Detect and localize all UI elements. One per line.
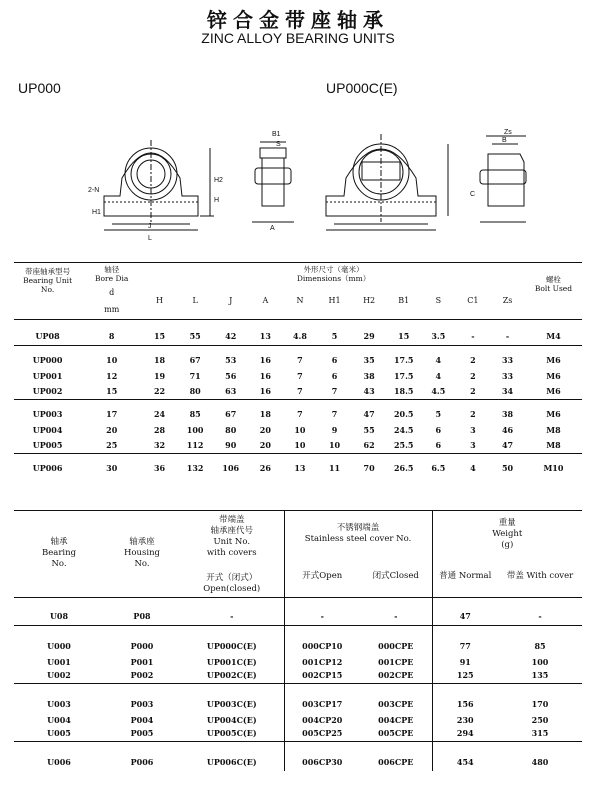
hdr-unit-no: No. (40, 285, 55, 294)
table-row (14, 438, 582, 453)
table-cell: 29 (363, 330, 375, 341)
table-cell: 100 (186, 425, 204, 435)
label-b1: B1 (272, 131, 281, 138)
table-cell: 000CPE (360, 625, 432, 655)
table-cell: U000 (47, 641, 71, 651)
table-cell: 4 (435, 371, 442, 381)
table-cell: P005 (130, 728, 154, 739)
hdr-bearing-cn: 轴承 (50, 537, 68, 548)
table-cell: 005CPE (360, 727, 432, 741)
table-cell: P000 (130, 641, 154, 651)
table-cell: UP004 (32, 425, 63, 435)
table-cell: 24.5 (393, 425, 414, 435)
table-row (14, 625, 582, 655)
table-cell: UP006 (32, 463, 63, 473)
table-cell: M6 (546, 371, 561, 381)
table-cell: UP003C(E) (180, 683, 284, 713)
hdr-col-c1: C1 (467, 296, 479, 306)
table-cell: 6 (331, 355, 338, 365)
table-cell: 20.5 (393, 409, 414, 419)
table-cell: 11 (328, 463, 341, 473)
hdr-unit-cn: 带座轴承型号 (25, 267, 71, 276)
hdr-cover-en3: Open(closed) (203, 584, 261, 594)
table-cell: U001 (47, 656, 71, 667)
table-cell: 004CPE (360, 713, 432, 727)
hdr-col-n: N (296, 296, 304, 306)
table-cell: 454 (456, 757, 474, 767)
table-cell: - (538, 610, 542, 621)
table-cell: 34 (501, 385, 514, 396)
table-cell: 47 (501, 439, 514, 450)
table-cell: 18.5 (393, 385, 414, 396)
table-cell: UP003 (32, 409, 63, 419)
table-cell: 2 (470, 355, 476, 365)
table-cell: 55 (363, 425, 375, 435)
hdr-cover-en1: Unit No. (213, 537, 251, 547)
table-cell: 24 (153, 409, 166, 419)
table-row (14, 727, 582, 741)
table-cell: P08 (133, 610, 151, 621)
table-row (14, 597, 582, 625)
hdr-cover-en2: with covers (206, 548, 257, 558)
table-row (14, 453, 582, 477)
table-cell: 85 (189, 409, 201, 419)
table-cell: M8 (546, 425, 561, 435)
label-c: C (470, 191, 476, 198)
table-cell: 002CP15 (302, 670, 343, 681)
table-row (14, 741, 582, 771)
table-cell: 20 (259, 425, 271, 435)
table-cell: P004 (130, 714, 154, 725)
table-row (14, 319, 582, 345)
hdr-col-j: J (229, 296, 233, 306)
table-cell: 250 (531, 714, 549, 725)
table-cell: 18 (153, 355, 166, 365)
table-cell: 2 (470, 385, 476, 396)
table-cell: 15 (153, 330, 166, 341)
table-cell: M6 (546, 355, 561, 365)
hdr-bore-en: Bore Dia (95, 274, 129, 283)
hdr-col-a: A (262, 296, 269, 306)
table-row (14, 713, 582, 727)
table-cell: 16 (259, 371, 271, 381)
hdr-dims-en: Dimensions（mm） (296, 274, 371, 283)
table-row (14, 655, 582, 669)
hdr-bolt-en: Bolt Used (534, 284, 573, 293)
table-cell: U003 (47, 699, 71, 709)
table-cell: P001 (130, 656, 154, 667)
table-cell: 003CP17 (302, 699, 343, 709)
model-label-right: UP000C(E) (326, 80, 398, 96)
table-cell: 001CPE (360, 655, 432, 669)
table-cell: 4 (435, 355, 442, 365)
table-cell: 53 (225, 355, 237, 365)
table-cell: UP005 (32, 439, 63, 450)
table-cell: 43 (363, 385, 375, 396)
table-cell: 10 (294, 425, 306, 435)
hdr-cover-cn2: 轴承座代号 (210, 526, 253, 536)
table-cell: 001CP12 (302, 656, 343, 667)
hdr-col-h1: H1 (328, 296, 341, 306)
label-l: L (148, 235, 152, 242)
hdr-open: 开式Open (302, 571, 343, 582)
table-cell: 10 (328, 439, 341, 450)
table-cell: M4 (546, 330, 561, 341)
hdr-col-s: S (435, 296, 442, 306)
table-cell: UP002 (32, 385, 63, 396)
table-cell: 7 (297, 355, 303, 365)
table-cell: 10 (106, 355, 118, 365)
table-row (14, 384, 582, 399)
table-cell: 20 (259, 439, 271, 450)
table-cell: 26.5 (393, 463, 414, 473)
table-cell: 2 (470, 409, 476, 419)
hdr-col-zs: Zs (502, 296, 513, 306)
table-cell: 32 (153, 439, 166, 450)
table-cell: 000CP10 (302, 641, 343, 651)
table-cell: 294 (456, 728, 474, 739)
table-cell: 13 (294, 463, 306, 473)
table-cell: - (471, 330, 475, 341)
table-cell: 47 (459, 610, 471, 621)
table-cell: 80 (189, 385, 201, 396)
table-cell: 106 (222, 463, 240, 473)
table-cell: 7 (331, 385, 338, 396)
table-cell: UP001 (32, 371, 63, 381)
label-h: H (214, 197, 220, 204)
hdr-weight-unit: (g) (501, 539, 514, 550)
table-cell: UP005C(E) (180, 727, 284, 741)
table-cell: 17.5 (393, 371, 414, 381)
label-b: B (502, 137, 507, 144)
hdr-housing-no: No. (134, 559, 150, 570)
table-cell: 26 (259, 463, 271, 473)
table-cell: M6 (546, 385, 561, 396)
table-cell: 42 (225, 330, 237, 341)
dimensions-table (14, 262, 582, 477)
table-cell: 112 (186, 439, 204, 450)
table-cell: 6 (331, 371, 338, 381)
table-cell: 22 (153, 385, 166, 396)
hdr-normal: 普通 Normal (439, 571, 492, 582)
table-cell: 17 (106, 409, 118, 419)
label-h1: H1 (92, 209, 101, 216)
table-cell: 7 (297, 409, 303, 419)
table-cell: UP001C(E) (180, 655, 284, 669)
table-cell: 56 (225, 371, 237, 381)
table-cell: 12 (106, 371, 118, 381)
table-cell: 15 (398, 330, 410, 341)
table-cell: 63 (225, 385, 237, 396)
table-cell: 62 (363, 439, 375, 450)
hdr-bore-cn: 轴径 (104, 265, 120, 274)
table-cell: UP000 (32, 355, 63, 365)
table-cell: 18 (259, 409, 271, 419)
table-cell: 77 (459, 641, 471, 651)
hdr-bearing-en: Bearing (41, 548, 77, 559)
covers-weight-table (14, 510, 582, 771)
table-cell: 71 (189, 371, 201, 381)
table-row (14, 423, 582, 438)
table-cell: M6 (546, 409, 561, 419)
table-cell: 006CPE (360, 741, 432, 771)
table-cell: 16 (259, 385, 271, 396)
diagram-up000-front (104, 140, 214, 230)
diagram-up000ce-front (326, 134, 448, 230)
table-cell: 91 (459, 656, 471, 667)
table-cell: 4 (470, 463, 476, 473)
table-cell: 7 (331, 409, 338, 419)
hdr-col-l: L (192, 296, 198, 306)
table-cell: U004 (47, 714, 71, 725)
table-cell: 67 (189, 355, 201, 365)
table-cell: 30 (106, 463, 118, 473)
table-cell: M8 (546, 439, 561, 450)
label-zs: Zs (504, 129, 512, 136)
hdr-closed: 闭式Closed (360, 557, 432, 597)
hdr-dims-cn: 外形尺寸（毫米） (303, 265, 364, 274)
table-cell: 46 (501, 425, 514, 435)
hdr-cover-cn1: 带端盖 (218, 515, 245, 525)
table-cell: 36 (153, 463, 166, 473)
label-j: J (148, 223, 152, 230)
table-cell: 005CP25 (302, 728, 343, 739)
hdr-bolt-cn: 螺栓 (545, 275, 561, 284)
table-cell: 7 (297, 385, 303, 396)
table-cell: M10 (543, 463, 564, 473)
table-cell: - (320, 610, 324, 621)
table-row (14, 345, 582, 369)
hdr-col-h: H (156, 296, 164, 306)
table-row (14, 369, 582, 384)
table-cell: 15 (106, 385, 118, 396)
table-cell: 70 (363, 463, 375, 473)
hdr-bearing-no: No. (51, 559, 67, 570)
table-row (14, 683, 582, 713)
table-cell: 156 (456, 699, 474, 709)
table-cell: 3 (470, 439, 476, 450)
table-cell: 47 (363, 409, 375, 419)
table-cell: 38 (363, 371, 375, 381)
table-cell: 3.5 (431, 330, 446, 341)
table-cell: - (360, 597, 432, 625)
table-cell: 125 (456, 670, 474, 681)
table-cell: 80 (225, 425, 237, 435)
page-title-cn: 锌合金带座轴承 (207, 8, 389, 32)
table-cell: 8 (108, 330, 115, 341)
table-cell: 10 (294, 439, 306, 450)
table-cell: 480 (531, 757, 549, 767)
table-cell: 230 (456, 714, 474, 725)
table-cell: UP000C(E) (180, 625, 284, 655)
table-cell: 2 (470, 371, 476, 381)
table-cell: 4.5 (431, 385, 446, 396)
table-cell: P003 (130, 699, 154, 709)
table-cell: 7 (297, 371, 303, 381)
table-cell: 135 (531, 670, 549, 681)
table-cell: - (180, 597, 284, 625)
hdr-with-cover: 带盖 With cover (506, 571, 574, 582)
table-cell: 85 (534, 641, 546, 651)
hdr-steel-cn: 不锈钢端盖 (336, 523, 380, 533)
table-cell: 6.5 (431, 463, 446, 473)
table-cell: 38 (501, 409, 514, 419)
label-s: S (276, 141, 281, 148)
table-cell: U002 (47, 670, 71, 681)
page-title-en: ZINC ALLOY BEARING UNITS (201, 30, 395, 46)
table-cell: 19 (153, 371, 166, 381)
diagram-up000ce-side (480, 136, 526, 222)
table-cell: 315 (531, 728, 549, 739)
table-row (14, 399, 582, 423)
table-cell: 55 (189, 330, 201, 341)
label-2n: 2-N (88, 187, 100, 194)
table-cell: U08 (49, 610, 69, 621)
table-cell: 25 (106, 439, 118, 450)
hdr-col-h2: H2 (363, 296, 376, 306)
table-cell: 9 (331, 425, 338, 435)
table-cell: 5 (331, 330, 338, 341)
table-row (14, 669, 582, 683)
hdr-cover-cn3: 开式（闭式） (206, 573, 258, 583)
table-cell: 28 (153, 425, 166, 435)
label-a: A (270, 225, 275, 232)
table-cell: 3 (470, 425, 476, 435)
hdr-weight-en: Weight (492, 528, 523, 539)
table-cell: 4.8 (292, 330, 307, 341)
table-cell: 006CP30 (302, 757, 343, 767)
table-cell: 004CP20 (302, 714, 343, 725)
table-cell: 25.5 (393, 439, 414, 450)
bearing-diagrams (0, 118, 596, 248)
table-cell: P002 (130, 670, 154, 681)
table-cell: U005 (47, 728, 71, 739)
hdr-steel-en: Stainless steel cover No. (304, 534, 412, 544)
table-cell: 35 (363, 355, 375, 365)
table-cell: 67 (225, 409, 237, 419)
table-cell: 6 (435, 425, 442, 435)
table-cell: UP002C(E) (180, 669, 284, 683)
table-cell: UP08 (35, 330, 60, 341)
hdr-unit-en: Bearing Unit (23, 276, 73, 285)
table-cell: 170 (531, 699, 549, 709)
table-cell: 20 (106, 425, 118, 435)
hdr-d: d (109, 287, 115, 297)
table-cell: 33 (501, 355, 514, 365)
model-label-left: UP000 (18, 80, 61, 96)
table-cell: UP004C(E) (180, 713, 284, 727)
table-cell: 5 (435, 409, 442, 419)
table-cell: 002CPE (360, 669, 432, 683)
table-cell: 17.5 (393, 355, 414, 365)
hdr-housing-cn: 轴承座 (129, 537, 155, 548)
label-h2: H2 (214, 177, 223, 184)
table-cell: 003CPE (360, 683, 432, 713)
table-cell: - (505, 330, 510, 341)
table-cell: 132 (186, 463, 204, 473)
hdr-weight-cn: 重量 (498, 517, 516, 528)
table-cell: 90 (225, 439, 237, 450)
table-cell: 50 (501, 463, 514, 473)
diagram-up000-side (252, 142, 294, 222)
table-cell: 100 (531, 656, 549, 667)
table-cell: P006 (130, 757, 154, 767)
table-cell: 33 (501, 371, 514, 381)
table-cell: 16 (259, 355, 271, 365)
hdr-mm: mm (104, 304, 120, 314)
table-cell: UP006C(E) (180, 741, 284, 771)
table-cell: 13 (259, 330, 271, 341)
table-cell: 6 (435, 439, 442, 450)
hdr-housing-en: Housing (123, 548, 160, 559)
hdr-col-b1: B1 (398, 296, 410, 306)
table-cell: U006 (47, 757, 71, 767)
